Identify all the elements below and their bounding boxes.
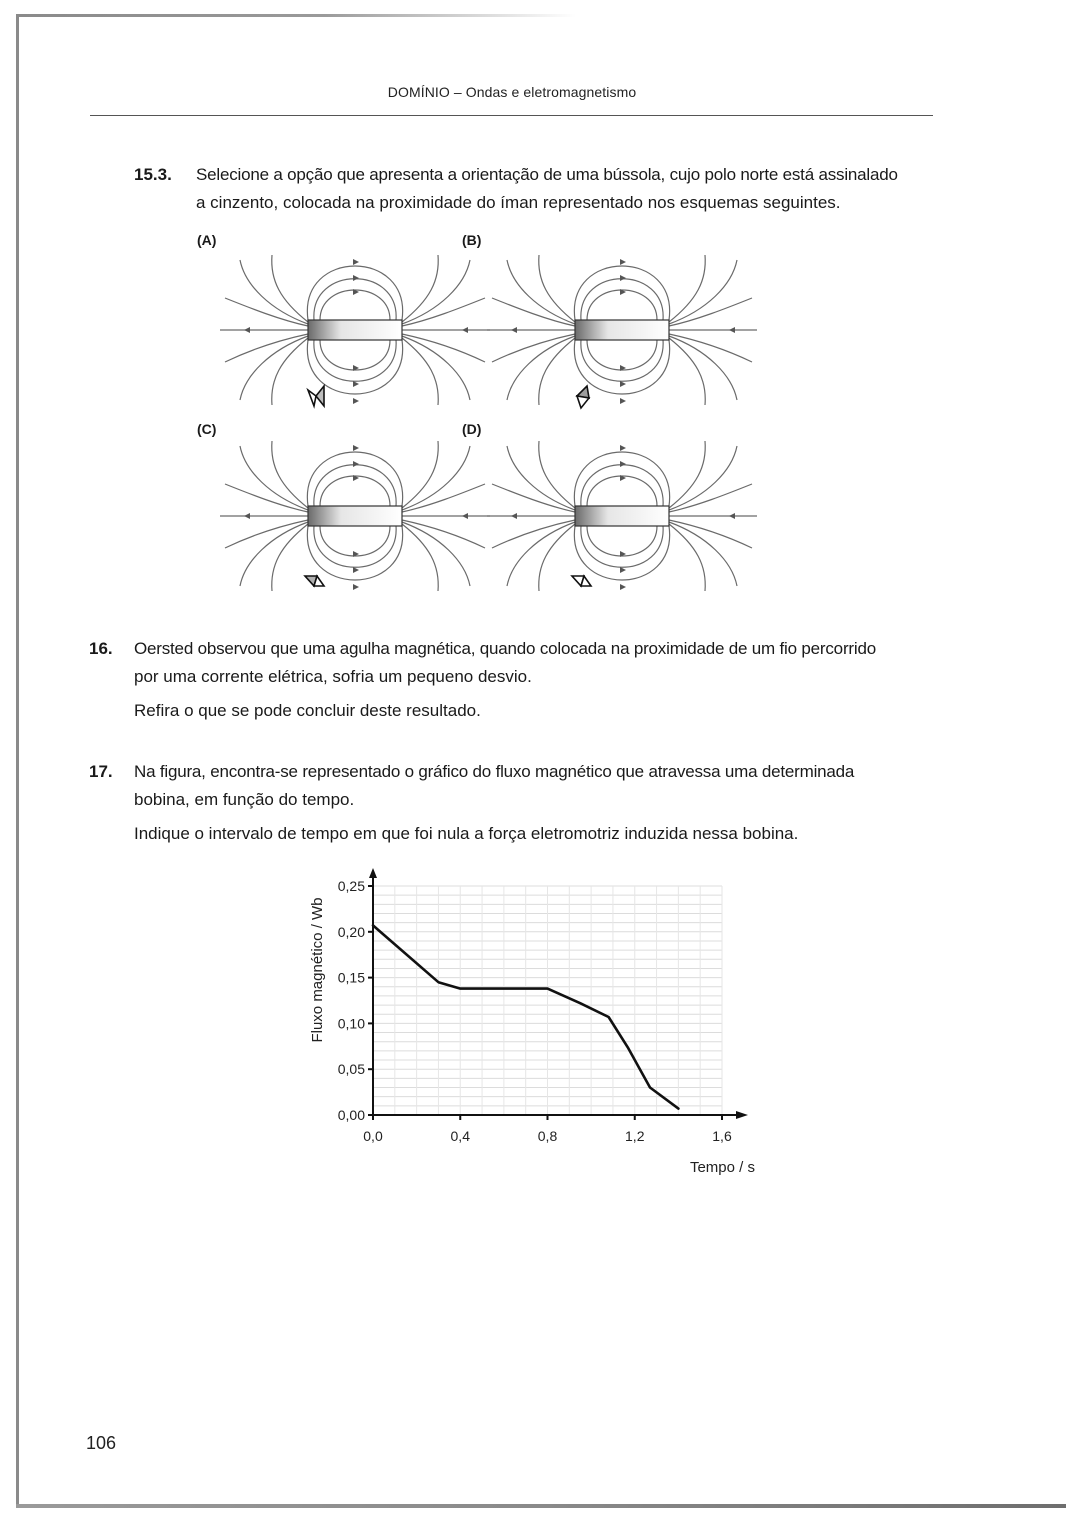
question-text-line: Na figura, encontra-se representado o gráfico do fluxo magnético que atravessa uma determinada [134, 762, 855, 781]
line-chart [290, 860, 790, 1190]
running-head: DOMÍNIO – Ondas e eletromagnetismo [387, 84, 637, 100]
header-rule [90, 115, 933, 116]
magnet-field-diagram [220, 250, 490, 410]
magnet-figure-a [220, 250, 460, 410]
svg-text:0,10: 0,10 [337, 1015, 365, 1032]
x-axis-label: Tempo / s [689, 1159, 755, 1176]
question-text-line: Selecione a opção que apresenta a orientação de uma bússola, cujo polo norte está assinalado [196, 165, 898, 184]
svg-text:0,4: 0,4 [450, 1128, 470, 1144]
option-label-b: (B) [462, 232, 482, 248]
magnet-field-diagram [487, 436, 757, 596]
magnet-figure-b [487, 250, 727, 410]
question-text-line: a cinzento, colocada na proximidade do íman representado nos esquemas seguintes. [196, 193, 841, 212]
question-number: 17. [89, 762, 113, 781]
question-text-line: bobina, em função do tempo. [134, 790, 355, 809]
question-prompt: Indique o intervalo de tempo em que foi nula a força eletromotriz induzida nessa bobina. [134, 824, 799, 843]
option-label-a: (A) [197, 232, 217, 248]
magnet-field-diagram [220, 436, 490, 596]
magnet-field-diagram [487, 250, 757, 410]
svg-text:0,20: 0,20 [337, 923, 365, 940]
svg-text:0,00: 0,00 [337, 1107, 365, 1123]
svg-text:1,6: 1,6 [712, 1128, 732, 1144]
page-number: 106 [86, 1433, 117, 1453]
magnet-figure-c [220, 436, 460, 596]
svg-text:1,2: 1,2 [625, 1128, 645, 1144]
svg-text:0,05: 0,05 [337, 1061, 365, 1078]
page-border-top [16, 14, 576, 17]
magnet-figure-d [487, 436, 727, 596]
flux-time-chart [290, 860, 790, 1190]
compass-icon [577, 386, 589, 408]
y-axis-label: Fluxo magnético / Wb [309, 897, 326, 1043]
question-number: 16. [89, 639, 113, 658]
compass-icon [572, 576, 591, 586]
svg-text:0,15: 0,15 [337, 969, 365, 986]
question-text-line: Oersted observou que uma agulha magnética, quando colocada na proximidade de um fio percorrido [134, 639, 876, 658]
svg-text:0,0: 0,0 [363, 1128, 383, 1144]
page-border-left [16, 14, 19, 1508]
chart-grid [373, 886, 722, 1115]
question-text-line: por uma corrente elétrica, sofria um pequeno desvio. [134, 667, 532, 686]
svg-text:0,8: 0,8 [537, 1128, 558, 1144]
question-prompt: Refira o que se pode concluir deste resultado. [134, 701, 481, 720]
compass-icon [308, 386, 324, 406]
question-number: 15.3. [134, 165, 172, 184]
page-border-bottom [16, 1504, 1066, 1508]
compass-icon [305, 576, 324, 586]
option-label-c: (C) [197, 421, 217, 437]
svg-text:0,25: 0,25 [337, 878, 365, 894]
option-label-d: (D) [462, 421, 482, 437]
